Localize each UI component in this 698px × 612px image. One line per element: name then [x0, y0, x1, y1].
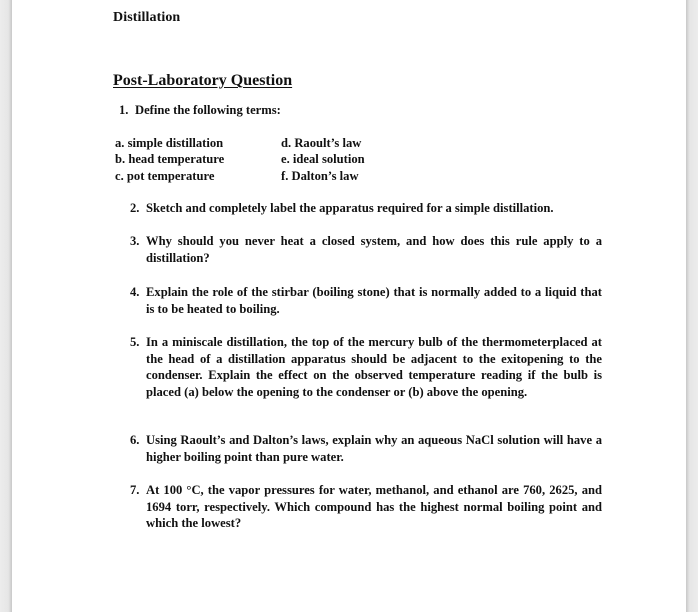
question-text: Sketch and completely label the apparatus required for a simple distillation. [146, 201, 554, 215]
document-title: Distillation [113, 10, 181, 25]
question-number: 3. [130, 234, 140, 248]
page-edge-right [686, 0, 698, 612]
term-letter: a. [115, 136, 125, 150]
term-item [115, 135, 224, 151]
question-number: 2. [130, 201, 140, 215]
question-text: Explain the role of the stirbar (boiling stone) that is normally added to a liquid that is to be heated to boiling. [146, 285, 602, 316]
term-text: simple distillation [127, 136, 224, 150]
question-3 [130, 233, 602, 266]
question-5 [130, 334, 602, 400]
question-4 [130, 284, 602, 317]
question-text: Using Raoult’s and Dalton’s laws, explain why an aqueous NaCl solution will have a higher boiling point than pure water. [146, 433, 602, 464]
term-text: head temperature [128, 152, 225, 167]
term-text: pot temperature [126, 168, 215, 183]
question-text: At 100 °C, the vapor pressures for water, methanol, and ethanol are 760, 2625, and 1694 torr, respectively. Which compound has the highest normal boiling point and which the lowest? [146, 483, 602, 531]
question-text: In a miniscale distillation, the top of the mercury bulb of the thermometerplaced at the head of a distillation apparatus should be adjacent to the exitopening to the condenser. Explain the effect on the observed temperature reading if the bulb is placed (a) below the opening to the condenser or (b) above the opening. [146, 335, 602, 399]
question-number: 5. [130, 335, 140, 349]
term-item [115, 168, 224, 184]
question-2 [130, 200, 600, 217]
term-letter: f. [281, 168, 289, 183]
term-letter: c. [115, 168, 124, 183]
section-heading: Post-Laboratory Question [113, 72, 293, 89]
question-7 [130, 482, 602, 532]
question-number: 1. [119, 103, 129, 117]
question-text: Why should you never heat a closed system, and how does this rule apply to a distillation? [146, 234, 602, 265]
term-item [115, 151, 224, 167]
question-1 [119, 102, 599, 119]
term-text: ideal solution [292, 152, 365, 167]
term-text: Dalton’s law [291, 168, 359, 183]
question-number: 4. [130, 285, 140, 299]
term-letter: e. [281, 152, 290, 167]
term-item [281, 135, 365, 151]
terms-column-left [115, 135, 224, 184]
term-item [281, 151, 365, 167]
question-number: 6. [130, 433, 140, 447]
page-edge-left [0, 0, 12, 612]
term-item [281, 168, 365, 184]
question-number: 7. [130, 483, 140, 497]
document-page [12, 0, 686, 612]
terms-column-right [281, 135, 365, 184]
term-text: Raoult’s law [294, 136, 362, 150]
term-letter: d. [281, 136, 292, 150]
question-6 [130, 432, 602, 465]
term-letter: b. [115, 152, 126, 167]
question-text: Define the following terms: [135, 103, 281, 117]
